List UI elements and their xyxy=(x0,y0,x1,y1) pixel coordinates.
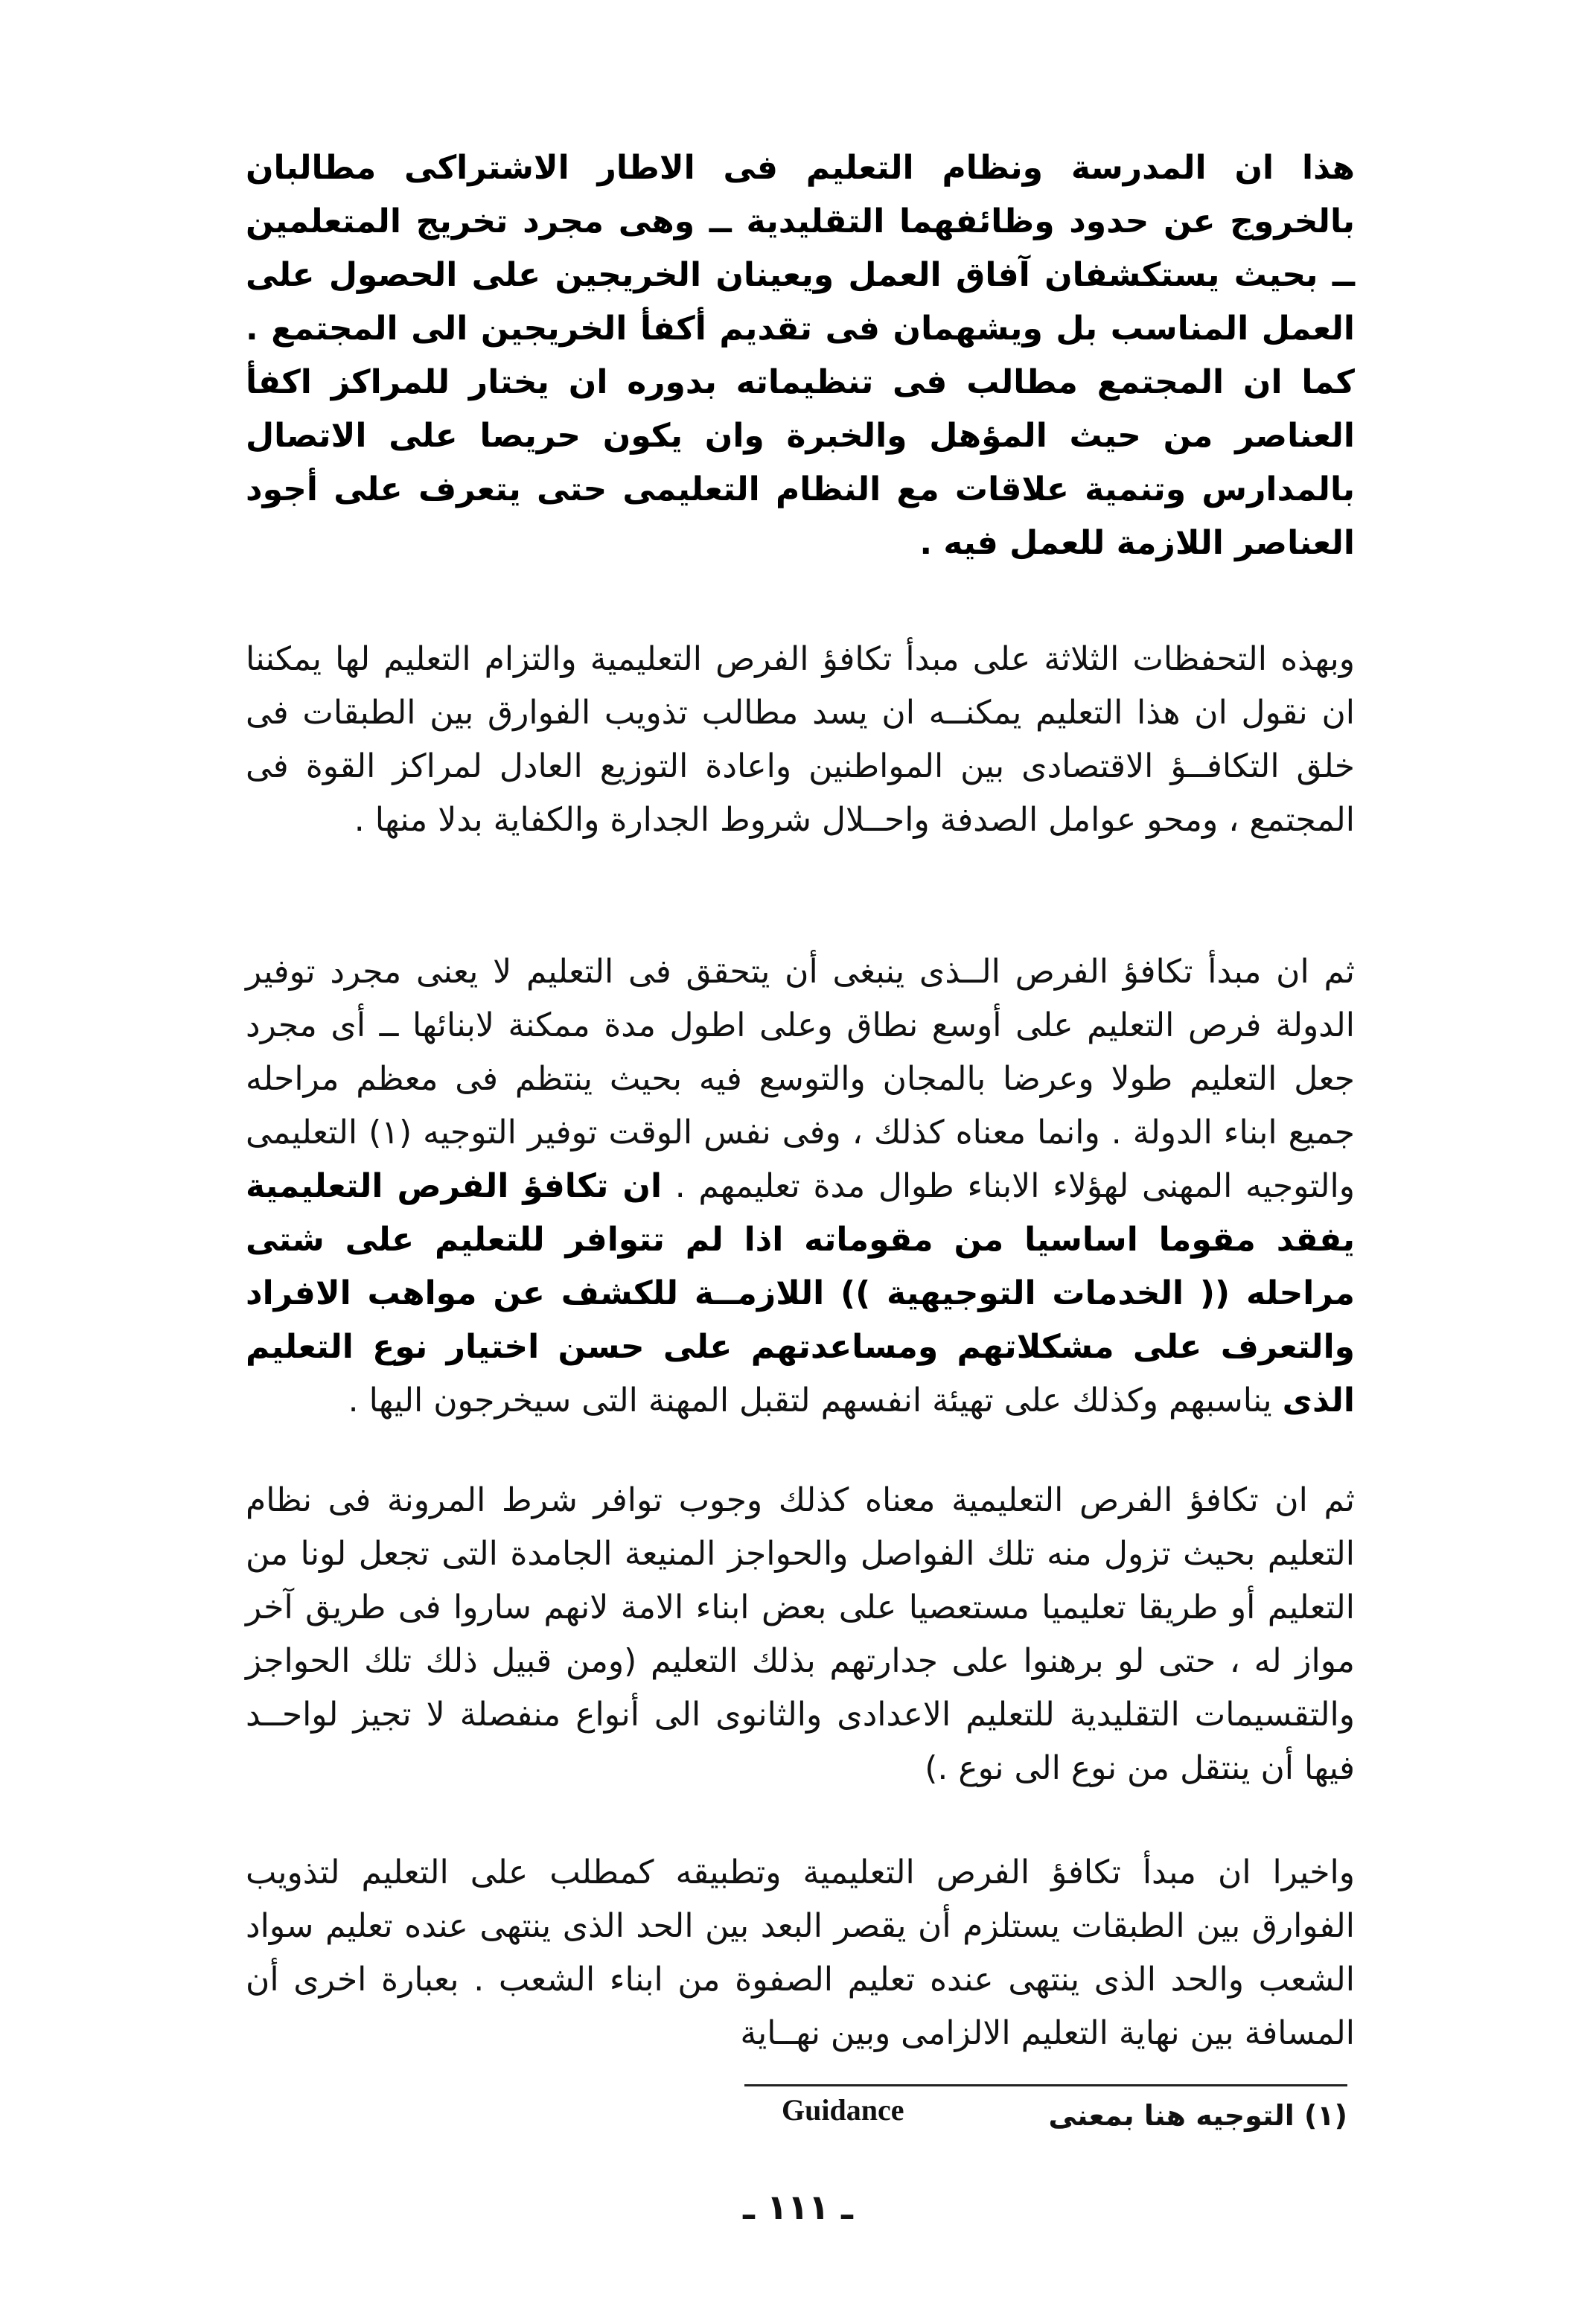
paragraph-3 xyxy=(246,945,1355,1428)
paragraph-3-tail: يناسبهم وكذلك على تهيئة انفسهم لتقبل المهنة التى سيخرجون اليها . xyxy=(348,1382,1272,1420)
paragraph-2: وبهذه التحفظات الثلاثة على مبدأ تكافؤ الفرص التعليمية والتزام التعليم لها يمكننا ان نقول ان هذا التعليم يمكنــه ان يسد مطالب تذويب الفوارق بين الطبقات فى خلق التكافــؤ الاقتصادى بين المواطنين واعادة التوزيع العادل لمراكز القوة فى المجتمع ، ومحو عوامل الصدفة واحــلال شروط الجدارة والكفاية بدلا منها . xyxy=(246,640,1355,839)
page-number: ـ ١١١ ـ xyxy=(743,2187,853,2227)
paragraph-4: ثم ان تكافؤ الفرص التعليمية معناه كذلك وجوب توافر شرط المرونة فى نظام التعليم بحيث تزول منه تلك الفواصل والحواجز المنيعة الجامدة التى تجعل لونا من التعليم أو طريقا تعليميا مستعصيا على بعض ابناء الامة لانهم ساروا فى طريق آخر مواز له ، حتى لو برهنوا على جدارتهم بذلك التعليم (ومن قبيل ذلك تلك الحواجز والتقسيمات التقليدية للتعليم الاعدادى والثانوى الى أنواع منفصلة لا تجيز لواحــد فيها أن ينتقل من نوع الى نوع .) xyxy=(246,1481,1355,1787)
footnote-divider xyxy=(744,2084,1347,2086)
footnote-term: Guidance xyxy=(782,2093,904,2127)
paragraph-3-normal: ثم ان مبدأ تكافؤ الفرص الــذى ينبغى أن يتحقق فى التعليم لا يعنى مجرد توفير الدولة فرص التعليم على أوسع نطاق وعلى اطول مدة ممكنة لابنائها ــ أى مجرد جعل التعليم طولا وعرضا بالمجان والتوسع فيه بحيث ينتظم فى معظم مراحله جميع ابناء الدولة . وانما معناه كذلك ، وفى نفس الوقت توفير التوجيه (١) التعليمى والتوجيه المهنى لهؤلاء الابناء طوال مدة تعليمهم . xyxy=(246,953,1355,1205)
footnote: (١) التوجيه هنا بمعنى xyxy=(1048,2099,1347,2132)
paragraph-5: واخيرا ان مبدأ تكافؤ الفرص التعليمية وتطبيقه كمطلب على التعليم لتذويب الفوارق بين الطبقات يستلزم أن يقصر البعد بين الحد الذى ينتهى عنده تعليم سواد الشعب والحد الذى ينتهى عنده تعليم الصفوة من ابناء الشعب . بعبارة اخرى أن المسافة بين نهاية التعليم الالزامى وبين نهــاية xyxy=(246,1853,1355,2052)
paragraph-1: هذا ان المدرسة ونظام التعليم فى الاطار الاشتراكى مطالبان بالخروج عن حدود وظائفهما التقليدية ــ وهى مجرد تخريج المتعلمين ــ بحيث يستكشفان آفاق العمل ويعينان الخريجين على الحصول على العمل المناسب بل ويشهمان فى تقديم أكفأ الخريجين الى المجتمع . كما ان المجتمع مطالب فى تنظيماته بدوره ان يختار للمراكز اكفأ العناصر من حيث المؤهل والخبرة وان يكون حريصا على الاتصال بالمدارس وتنمية علاقات مع النظام التعليمى حتى يتعرف على أجود العناصر اللازمة للعمل فيه . xyxy=(246,149,1355,562)
paragraph-3-emphasis: ان تكافؤ الفرص التعليمية يفقد مقوما اساسيا من مقوماته اذا لم تتوافر للتعليم على شتى مراحله (( الخدمات التوجيهية )) اللازمــة للكشف عن مواهب الافراد والتعرف على مشكلاتهم ومساعدتهم على حسن اختيار نوع التعليم الذى xyxy=(246,1167,1355,1420)
